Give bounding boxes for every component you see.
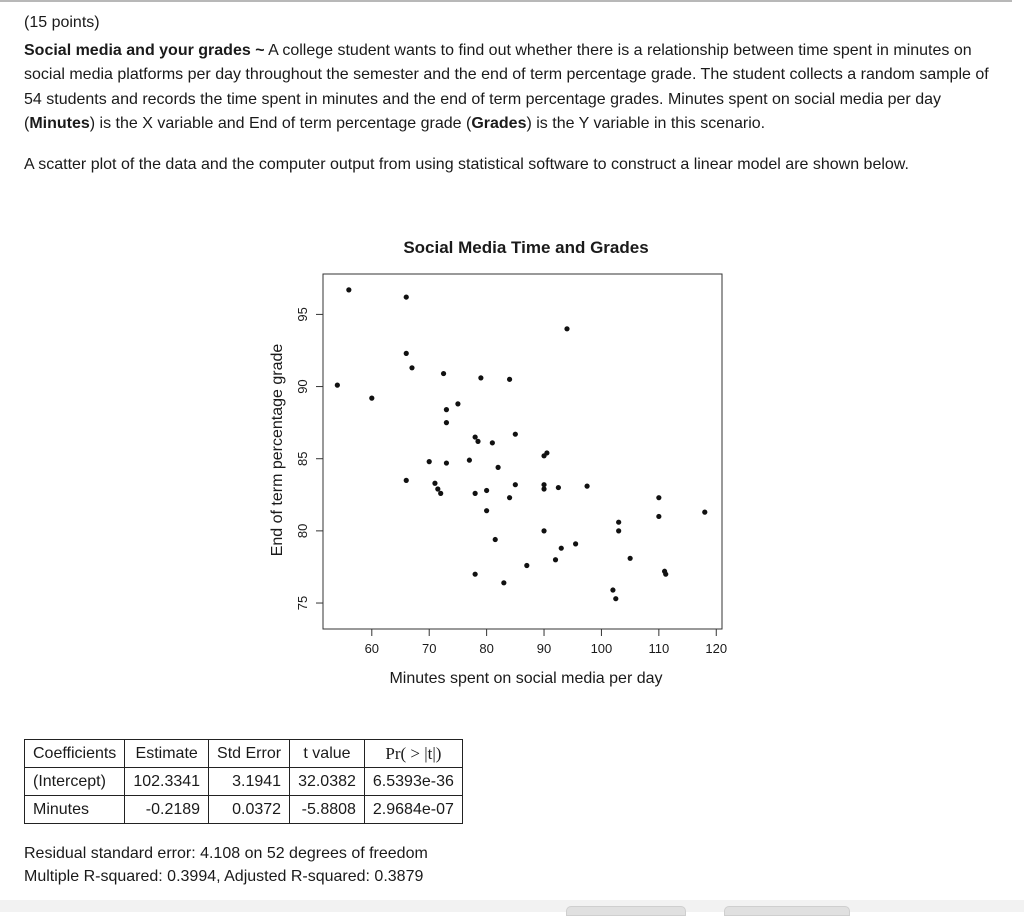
data-point	[404, 294, 409, 299]
data-point	[473, 572, 478, 577]
header-p-value: Pr( > |t|)	[364, 740, 462, 768]
data-point	[628, 556, 633, 561]
data-point	[541, 486, 546, 491]
header-coefficients: Coefficients	[25, 740, 125, 768]
question-title: Social media and your grades ~	[24, 41, 265, 59]
data-point	[656, 514, 661, 519]
data-point	[369, 396, 374, 401]
regression-table	[24, 739, 463, 824]
y-axis	[295, 307, 323, 610]
x-tick-label: 110	[648, 641, 670, 656]
data-point	[475, 439, 480, 444]
data-point	[541, 528, 546, 533]
data-point	[573, 541, 578, 546]
data-point	[484, 488, 489, 493]
data-point	[427, 459, 432, 464]
data-point	[409, 365, 414, 370]
data-point	[444, 420, 449, 425]
x-variable-name: Minutes	[29, 115, 90, 132]
data-point	[438, 491, 443, 496]
data-point	[524, 563, 529, 568]
data-point	[473, 491, 478, 496]
x-tick-label: 90	[536, 641, 552, 656]
chart-title: Social Media Time and Grades	[403, 238, 649, 257]
previous-button[interactable]	[566, 906, 686, 916]
question-body-1: A college student wants to find out whether there is a relationship between time spent in minutes on social media platforms per day throughout the semester and the end of term percentage grade. The student collects a random sample of 54 students and records the time spent in minutes and the end of term percentage grades. Minutes spent on social media per day (	[24, 41, 989, 132]
cell-std-error: 0.0372	[209, 796, 290, 824]
data-point	[507, 377, 512, 382]
data-point	[444, 460, 449, 465]
data-point	[616, 520, 621, 525]
data-point	[613, 596, 618, 601]
data-point	[432, 481, 437, 486]
cell-t-value: -5.8808	[290, 796, 365, 824]
data-point	[473, 434, 478, 439]
data-point	[702, 510, 707, 515]
table-header-row	[25, 740, 463, 768]
next-button[interactable]	[724, 906, 850, 916]
data-point	[484, 508, 489, 513]
x-tick-label: 100	[590, 641, 613, 656]
data-point	[478, 375, 483, 380]
y-tick-label: 75	[295, 595, 310, 611]
data-point	[663, 572, 668, 577]
y-tick-label: 95	[295, 307, 310, 322]
question-points: (15 points)	[24, 14, 100, 31]
cell-p-value: 2.9684e-07	[364, 796, 462, 824]
data-point	[507, 495, 512, 500]
question-block	[24, 11, 1004, 177]
data-point	[496, 465, 501, 470]
question-lead: A scatter plot of the data and the computer output from using statistical software to construct a linear model are shown below.	[24, 155, 909, 173]
data-point	[584, 484, 589, 489]
cell-std-error: 3.1941	[209, 768, 290, 796]
table-row	[25, 796, 463, 824]
question-body-2: ) is the X variable and End of term percentage grade (	[89, 115, 472, 132]
x-tick-label: 60	[364, 641, 380, 656]
data-point	[513, 432, 518, 437]
cell-term: Minutes	[25, 796, 125, 824]
data-point	[553, 557, 558, 562]
data-point	[656, 495, 661, 500]
y-axis-label: End of term percentage grade	[269, 343, 286, 557]
x-tick-label: 120	[705, 641, 728, 656]
data-point	[501, 580, 506, 585]
data-point	[404, 351, 409, 356]
y-variable-name: Grades	[471, 115, 527, 132]
data-point	[444, 407, 449, 412]
cell-term: (Intercept)	[25, 768, 125, 796]
data-point	[544, 450, 549, 455]
data-points	[335, 287, 708, 601]
cell-estimate: 102.3341	[125, 768, 209, 796]
data-point	[564, 326, 569, 331]
data-point	[455, 401, 460, 406]
scatter-plot	[250, 225, 750, 695]
residual-standard-error: Residual standard error: 4.108 on 52 degrees of freedom	[24, 845, 428, 862]
x-tick-label: 80	[479, 641, 494, 656]
data-point	[441, 371, 446, 376]
question-body-3: ) is the Y variable in this scenario.	[526, 115, 766, 132]
data-point	[490, 440, 495, 445]
header-std-error: Std Error	[209, 740, 290, 768]
data-point	[556, 485, 561, 490]
data-point	[346, 287, 351, 292]
data-point	[610, 587, 615, 592]
header-estimate: Estimate	[125, 740, 209, 768]
cell-estimate: -0.2189	[125, 796, 209, 824]
data-point	[513, 482, 518, 487]
r-squared: Multiple R-squared: 0.3994, Adjusted R-squared: 0.3879	[24, 868, 424, 885]
model-summary	[24, 842, 428, 888]
x-axis	[365, 629, 728, 656]
x-tick-label: 70	[421, 641, 437, 656]
data-point	[335, 383, 340, 388]
data-point	[493, 537, 498, 542]
table-row	[25, 768, 463, 796]
cell-t-value: 32.0382	[290, 768, 365, 796]
header-t-value: t value	[290, 740, 365, 768]
bottom-toolbar	[0, 900, 1024, 912]
question-text	[24, 39, 1004, 137]
data-point	[559, 546, 564, 551]
data-point	[616, 528, 621, 533]
x-axis-label: Minutes spent on social media per day	[389, 670, 663, 687]
data-point	[404, 478, 409, 483]
top-divider	[0, 0, 1012, 2]
plot-frame	[323, 274, 722, 629]
y-tick-label: 90	[295, 379, 310, 394]
data-point	[467, 458, 472, 463]
y-tick-label: 85	[295, 451, 310, 466]
data-point	[435, 486, 440, 491]
y-tick-label: 80	[295, 523, 310, 539]
cell-p-value: 6.5393e-36	[364, 768, 462, 796]
